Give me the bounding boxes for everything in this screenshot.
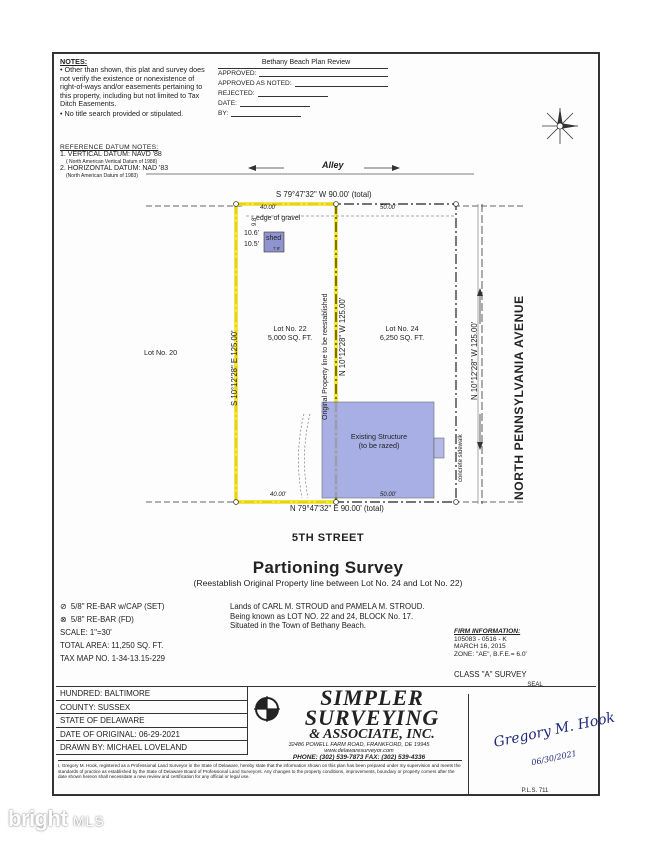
segment-50-top-label: 50.00' [380, 205, 397, 211]
lot-22-label: Lot No. 22 [273, 324, 307, 333]
logo-name-1: SIMPLER [320, 685, 424, 710]
legend-found: ⊗ 5/8" RE-BAR (FD) [60, 615, 134, 624]
segment-40-top-label: 40.00' [260, 205, 277, 211]
rebar-found-icon: ⊗ [60, 615, 67, 624]
existing-structure-shape [322, 402, 434, 498]
segment-40-bottom-label: 40.00' [270, 492, 287, 498]
survey-target-icon [254, 696, 280, 722]
horizontal-datum-sub: (North American Datum of 1983) [66, 173, 138, 179]
survey-subtitle: (Reestablish Original Property line between Lot No. 24 and Lot No. 22) [193, 578, 463, 588]
survey-sheet [52, 52, 617, 796]
owner-line: Being known as LOT NO. 22 and 24, BLOCK No. 17. [230, 611, 414, 621]
date-row: DATE OF ORIGINAL: 06-29-2021 [56, 728, 248, 742]
dim-10-6-label: 10.6' [244, 230, 259, 237]
owner-line: Lands of CARL M. STROUD and PAMELA M. STROUD. [230, 602, 425, 611]
note-item: • No title search provided or stipulated. [60, 110, 210, 118]
bottom-bearing-label: N 79°47'32" E 90.00' (total) [290, 504, 384, 513]
lot-22-block [260, 324, 320, 342]
structure-label: Existing Structure [350, 432, 408, 441]
notes-heading: NOTES: [60, 57, 88, 66]
note-item: • Other than shown, this plat and survey does not verify the existence or nonexistence of right-of-ways and/or easements pertaining to this property, including but not limited to Tax Ditch Easements. [60, 66, 210, 108]
location-table [56, 687, 248, 755]
seal-block [468, 682, 617, 796]
reference-heading: REFERENCE DATUM NOTES: [60, 144, 159, 151]
segment-50-bottom-label: 50.00' [380, 492, 397, 498]
lot-22-highlight [236, 204, 336, 502]
horizontal-datum: 2. HORIZONTAL DATUM: NAD '83 [60, 165, 169, 172]
lot-24-block [372, 324, 432, 342]
survey-title: Partioning Survey [252, 558, 404, 577]
structure-block [336, 432, 422, 450]
county-row: COUNTY: SUSSEX [56, 701, 248, 715]
dim-9-8-label: 9.8' [252, 216, 258, 226]
shed-label: shed [266, 235, 282, 242]
dim-10-5-label: 10.5' [244, 241, 259, 248]
tax-map-label: TAX MAP NO. 1-34-13.15-229 [60, 654, 166, 663]
firm-info-block [454, 628, 527, 658]
logo-website: www.delawaresurveyor.com [324, 748, 394, 754]
shed-dim-label: 7.9' [273, 246, 281, 251]
class-label: CLASS "A" SURVEY [454, 670, 527, 679]
pls-number: P.L.S. 711 [521, 788, 549, 794]
signature-image [487, 704, 617, 774]
owner-block [230, 602, 425, 631]
avenue-label: NORTH PENNSYLVANIA AVENUE [512, 295, 526, 500]
total-area-label: TOTAL AREA: 11,250 SQ. FT. [60, 641, 164, 650]
sidewalk-label: concrete sidewalk [458, 434, 464, 482]
alley-label: Alley [322, 160, 344, 170]
original-line-label: Original Property line to be reestablished [322, 293, 329, 420]
plan-review-title: Bethany Beach Plan Review [218, 58, 388, 69]
lot-22-area: 5,000 SQ. FT. [267, 333, 313, 342]
brightmls-watermark: bright MLS [8, 806, 105, 831]
lot-20-label: Lot No. 20 [144, 348, 178, 357]
legend-block [60, 600, 165, 665]
lot-24-label: Lot No. 24 [385, 324, 419, 333]
rebar-set-icon: ⊘ [60, 602, 67, 611]
top-bearing-label: S 79°47'32" W 90.00' (total) [276, 190, 372, 199]
vertical-datum-sub: ( North American Vertical Datum of 1988) [66, 159, 158, 165]
vertical-datum: 1. VERTICAL DATUM: NAVD '88 [60, 151, 162, 158]
svg-text:Gregory M. Hook: Gregory M. Hook [492, 709, 617, 751]
approved-label: APPROVED: [218, 70, 257, 77]
gravel-label: edge of gravel [256, 215, 301, 222]
hundred-row: HUNDRED: BALTIMORE [56, 687, 248, 701]
logo-address: 32486 POWELL FARM ROAD, FRANKFORD, DE 19945 [288, 742, 430, 748]
company-logo [250, 685, 468, 761]
rejected-label: REJECTED: [218, 90, 255, 97]
logo-phone: PHONE: (302) 539-7873 FAX: (302) 539-4336 [292, 754, 426, 761]
state-row: STATE OF DELAWARE [56, 714, 248, 728]
seal-label: SEAL [527, 682, 543, 688]
street-label: 5TH STREET [291, 532, 365, 544]
mid-bearing-label: N 10°12'28" W 125.00' [338, 297, 347, 376]
firm-zone: ZONE: "AE", B.F.E.= 6.0' [454, 650, 527, 658]
approved-as-noted-label: APPROVED AS NOTED: [218, 80, 292, 87]
firm-job: 105083 - 0516 - K [454, 635, 507, 643]
left-bearing-label: S 10°12'28" E 125.00' [230, 330, 239, 406]
certification-text: I, Gregory M. Hook, registered as a Professional Land Surveyor in the State of Delaware, hereby state that the information shown on this plan has been prepared under my supervision and meets the standards of practice as established by the State of Delaware Board of Professional Land Surveyors. Any changes to the property conditions, improvements, boundary or property corners after the date shown hereon shall necessitate a new review and certification for any official or legal use. [58, 760, 462, 780]
firm-heading: FIRM INFORMATION: [454, 628, 521, 635]
legend-set: ⊘ 5/8" RE-BAR w/CAP (SET) [60, 602, 165, 611]
firm-date: MARCH 16, 2015 [454, 643, 506, 651]
scale-label: SCALE: 1"=30' [60, 628, 112, 637]
drawn-row: DRAWN BY: MICHAEL LOVELAND [56, 741, 248, 755]
structure-note: (to be razed) [358, 441, 400, 450]
by-label: BY: [218, 110, 229, 117]
logo-name-3: & ASSOCIATE, INC. [309, 727, 435, 742]
lot-24-area: 6,250 SQ. FT. [379, 333, 425, 342]
logo-name-2: SURVEYING [304, 705, 440, 730]
date-label: DATE: [218, 100, 237, 107]
svg-text:06/30/2021: 06/30/2021 [530, 748, 578, 768]
owner-line: Situated in the Town of Bethany Beach. [230, 621, 366, 630]
right-bearing-label: N 10°12'28" W 125.00' [470, 321, 479, 400]
